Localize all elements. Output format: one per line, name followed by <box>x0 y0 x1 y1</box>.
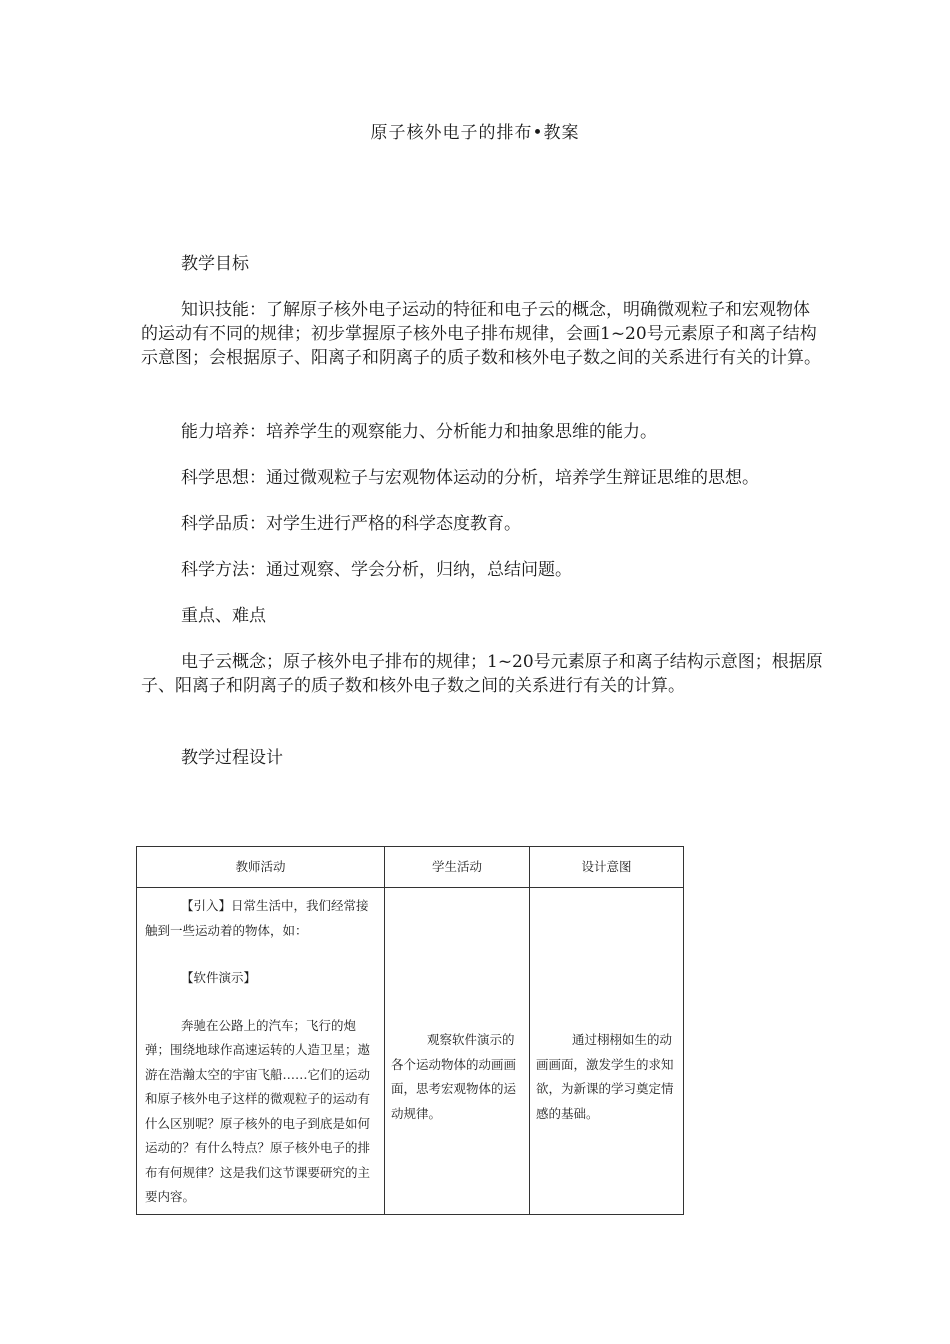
teacher-activity-cell <box>137 888 385 1215</box>
knowledge-paragraph: 知识技能：了解原子核外电子运动的特征和电子云的概念，明确微观粒子和宏观物体的运动有不同的规律；初步掌握原子核外电子排布规律，会画1~20号元素原子和离子结构示意图；会根据原子、阳离子和阴离子的质子数和核外电子数之间的关系进行有关的计算。 <box>141 300 821 368</box>
method-paragraph: 科学方法：通过观察、学会分析，归纳，总结问题。 <box>181 560 572 580</box>
student-activity-text: 观察软件演示的各个运动物体的动画画面，思考宏观物体的运动规律。 <box>391 1032 517 1121</box>
goals-heading: 教学目标 <box>181 254 249 274</box>
teacher-body: 奔驰在公路上的汽车；飞行的炮弹；围绕地球作高速运转的人造卫星；遨游在浩瀚太空的宇宙飞船……它们的运动和原子核外电子这样的微观粒子的运动有什么区别呢？原子核外的电子到底是如何运动的？有什么特点？原子核外电子的排布有何规律？这是我们这节课要研究的主要内容。 <box>145 1017 371 1204</box>
student-activity-cell <box>385 888 530 1215</box>
key-heading: 重点、难点 <box>181 606 266 626</box>
table-row <box>137 888 684 1215</box>
header-teacher: 教师活动 <box>137 847 385 888</box>
design-intent-cell <box>530 888 684 1215</box>
table-header-row <box>137 847 684 888</box>
header-intent: 设计意图 <box>530 847 684 888</box>
process-heading: 教学过程设计 <box>181 748 283 768</box>
key-paragraph: 电子云概念；原子核外电子排布的规律；1~20号元素原子和离子结构示意图；根据原子、阳离子和阴离子的质子数和核外电子数之间的关系进行有关的计算。 <box>141 652 823 696</box>
teacher-demo-label: 【软件演示】 <box>181 970 257 985</box>
thought-paragraph: 科学思想：通过微观粒子与宏观物体运动的分析，培养学生辩证思维的思想。 <box>181 468 759 488</box>
teacher-intro: 【引入】日常生活中，我们经常接触到一些运动着的物体，如： <box>145 898 369 938</box>
quality-paragraph: 科学品质：对学生进行严格的科学态度教育。 <box>181 514 521 534</box>
page-title: 原子核外电子的排布•教案 <box>370 123 580 143</box>
header-student: 学生活动 <box>385 847 530 888</box>
process-table <box>136 846 684 1215</box>
ability-paragraph: 能力培养：培养学生的观察能力、分析能力和抽象思维的能力。 <box>181 422 657 442</box>
design-intent-text: 通过栩栩如生的动画画面，激发学生的求知欲，为新课的学习奠定情感的基础。 <box>536 1032 674 1121</box>
